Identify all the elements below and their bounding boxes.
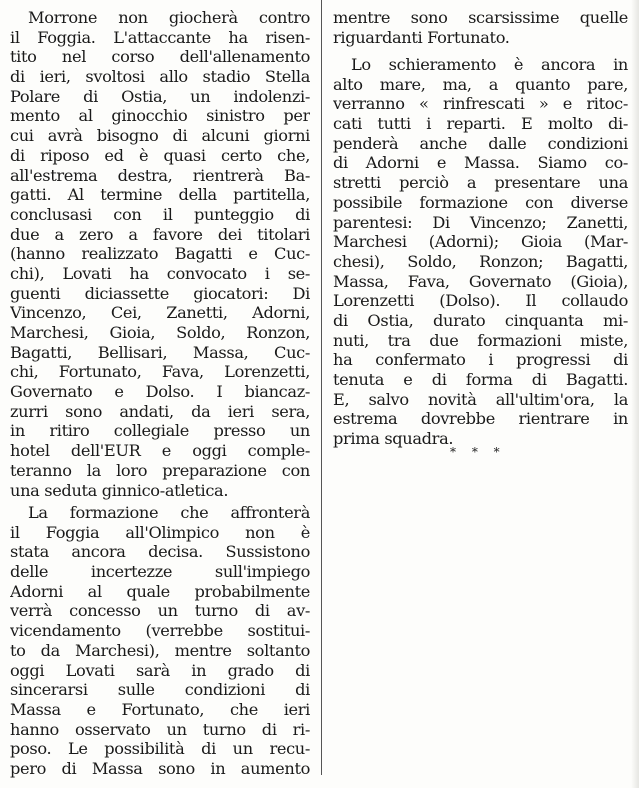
text-line: Morrone non giocherà contro [28,8,310,27]
article-continuation [333,8,628,47]
text-line: penderà anche dalle condizioni [333,133,628,153]
text-line: di Adorni e Massa. Siamo co- [333,153,628,173]
text-line: chesi), Soldo, Ronzon; Bagatti, [333,251,628,271]
text-line: chi), Lovati ha convocato i se- [10,263,310,283]
text-line: riguardanti Fortunato. [333,27,510,47]
text-line: E, salvo novità all'ultim'ora, la [333,389,628,409]
column-divider [321,0,322,775]
text-line: Massa e Fortunato, che ieri [10,699,310,719]
text-line: possibile formazione con diverse [333,192,628,212]
text-line: Governato e Dolso. I biancaz- [10,382,310,402]
text-line: verrà concesso un turno di av- [10,601,310,621]
text-line: stata ancora decisa. Sussistono [10,542,310,562]
text-line: prima squadra. [333,429,454,449]
page-edge-shadow [631,0,639,788]
text-line: stretti perciò a presentare una [333,173,628,193]
article-paragraph-2 [10,503,310,779]
text-line: Adorni al quale probabilmente [10,581,310,601]
text-line: sincerarsi sulle condizioni di [10,680,310,700]
text-line: Vincenzo, Cei, Zanetti, Adorni, [10,303,310,323]
text-line: delle incertezze sull'impiego [10,562,310,582]
article-paragraph-1 [10,8,310,500]
text-line: di Ostia, durato cinquanta mi- [333,310,628,330]
text-line: Lo schieramento è ancora in [351,55,628,74]
text-line: Marchesi, Gioia, Soldo, Ronzon, [10,323,310,342]
text-line: alto mare, ma, a quanto pare, [333,74,628,94]
text-line: vicendamento (verrebbe sostitui- [10,621,310,641]
text-line: Marchesi (Adorni); Gioia (Mar- [333,232,628,252]
text-line: in ritiro collegiale presso un [10,421,310,441]
text-line: di riposo ed è quasi certo che, [10,145,310,165]
text-line: hotel dell'EUR e oggi comple- [10,441,310,461]
text-line: ha confermato i progressi di [333,350,628,370]
text-line: guenti diciassette giocatori: Di [10,283,310,303]
text-line: Lorenzetti (Dolso). Il collaudo [333,291,628,311]
text-line: La formazione che affronterà [28,503,310,522]
text-line: tito nel corso dell'allenamento [10,47,310,67]
text-line: parentesi: Di Vincenzo; Zanetti, [333,212,628,232]
text-line: mentre sono scarsissime quelle [333,8,628,27]
text-line: oggi Lovati sarà in grado di [10,660,310,680]
text-line: estrema dovrebbe rientrare in [333,409,628,429]
section-separator: * * * [450,445,506,459]
text-line: to da Marchesi), mentre soltanto [10,640,310,660]
text-line: Polare di Ostia, un indolenzi- [10,86,310,106]
text-line: hanno osservato un turno di ri- [10,719,310,739]
text-line: poso. Le possibilità di un recu- [10,739,310,759]
text-line: (hanno realizzato Bagatti e Cuc- [10,244,310,264]
text-line: Massa, Fava, Governato (Gioia), [333,271,628,291]
text-line: conclusasi con il punteggio di [10,204,310,224]
text-line: zurri sono andati, da ieri sera, [10,401,310,421]
text-line: pero di Massa sono in aumento [10,758,310,778]
text-line: all'estrema destra, rientrerà Ba- [10,165,310,185]
text-line: chi, Fortunato, Fava, Lorenzetti, [10,362,310,382]
text-line: cui avrà bisogno di alcuni giorni [10,126,310,146]
text-line: gatti. Al termine della partitella, [10,185,310,205]
text-line: verranno « rinfrescati » e ritoc- [333,94,628,114]
text-line: teranno la loro preparazione con [10,460,310,480]
text-line: il Foggia all'Olimpico non è [10,522,310,542]
text-line: due a zero a favore dei titolari [10,224,310,244]
text-line: cati tutti i reparti. E molto di- [333,114,628,134]
article-paragraph-3 [333,55,628,449]
text-line: Bagatti, Bellisari, Massa, Cuc- [10,342,310,362]
text-line: mento al ginocchio sinistro per [10,106,310,126]
text-line: il Foggia. L'attaccante ha risen- [10,27,310,47]
text-line: tenuta e di forma di Bagatti. [333,370,628,389]
text-line: nuti, tra due formazioni miste, [333,330,628,350]
text-line: di ieri, svoltosi allo stadio Stella [10,67,310,87]
text-line: una seduta ginnico-atletica. [10,480,229,500]
